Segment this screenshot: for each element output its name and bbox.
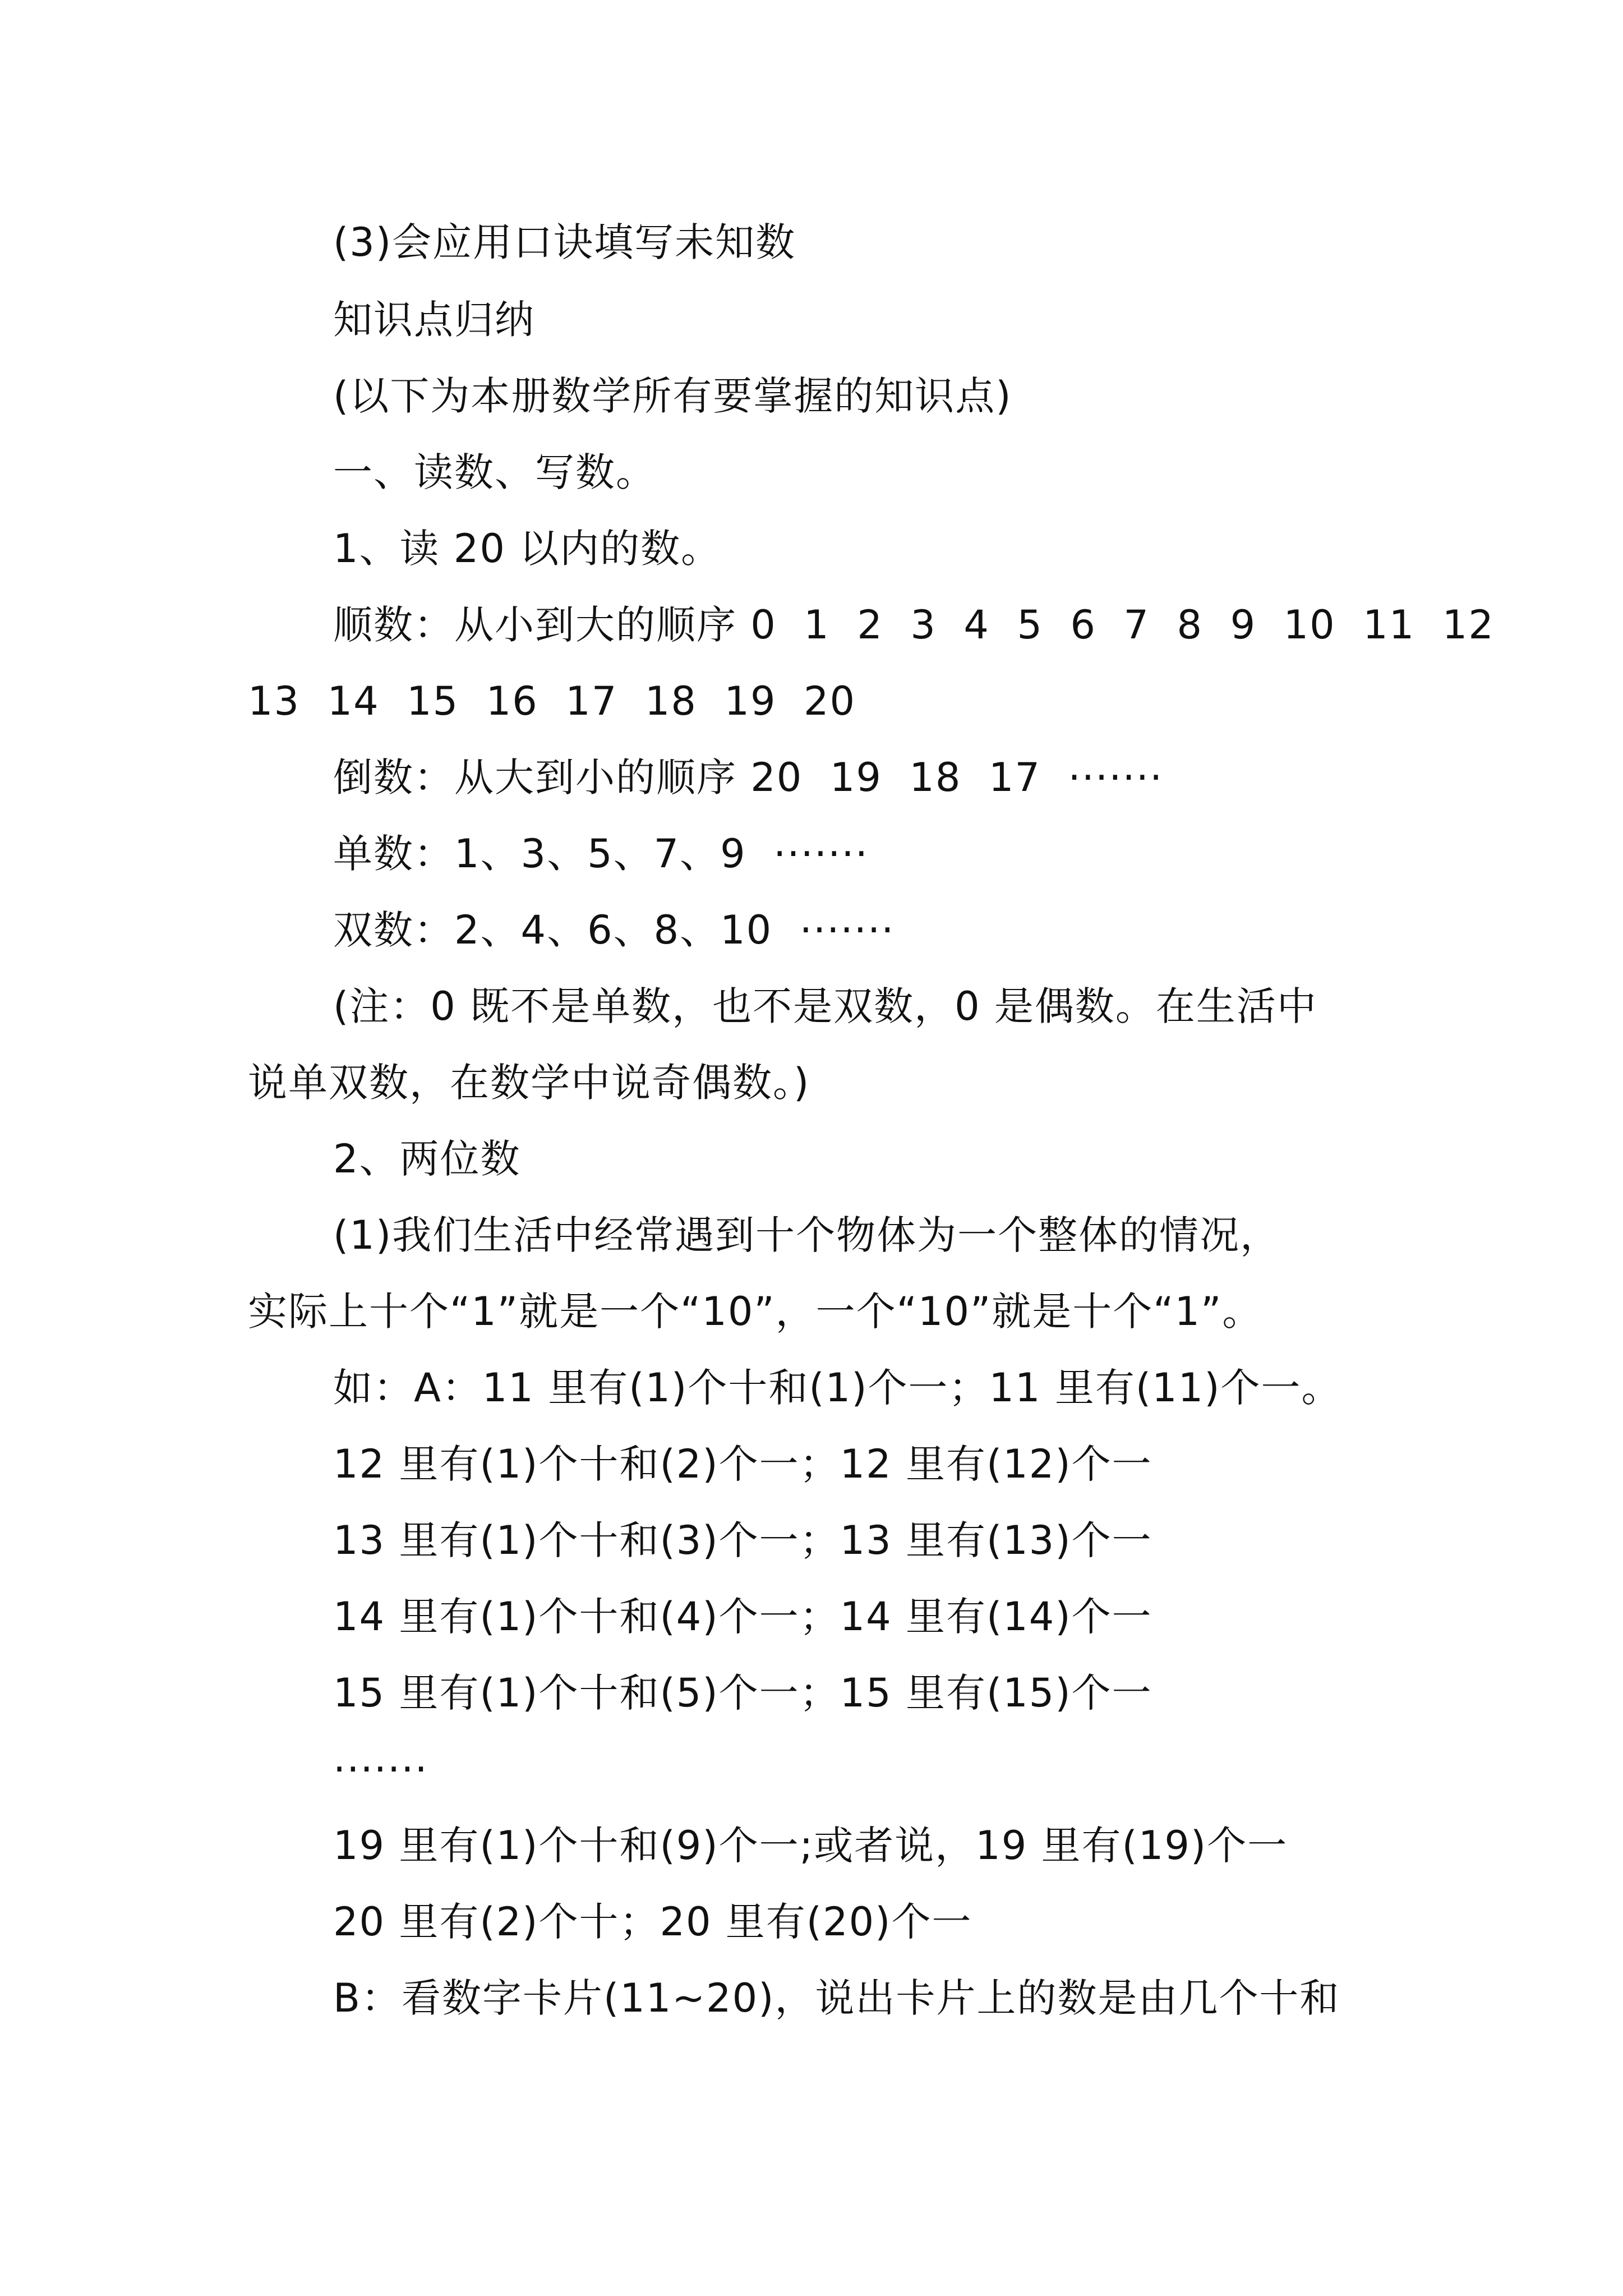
example-line: 13 里有(1)个十和(3)个一；13 里有(13)个一 — [333, 1517, 1152, 1563]
example-line: 如：A：11 里有(1)个十和(1)个一；11 里有(11)个一。 — [333, 1365, 1342, 1411]
note-line: (注：0 既不是单数，也不是双数，0 是偶数。在生活中 — [333, 983, 1317, 1029]
text-line: 倒数：从大到小的顺序 20 19 18 17 ······· — [333, 754, 1164, 800]
text-line: (1)我们生活中经常遇到十个物体为一个整体的情况， — [333, 1212, 1281, 1258]
text-line: (以下为本册数学所有要掌握的知识点) — [333, 373, 1012, 419]
example-line: 14 里有(1)个十和(4)个一；14 里有(14)个一 — [333, 1594, 1152, 1640]
section-heading: 知识点归纳 — [333, 297, 535, 343]
example-line: 19 里有(1)个十和(9)个一;或者说，19 里有(19)个一 — [333, 1823, 1288, 1869]
section-heading: 一、读数、写数。 — [333, 449, 656, 495]
text-line: 实际上十个“1”就是一个“10”，一个“10”就是十个“1”。 — [248, 1289, 1263, 1335]
subsection-heading: 1、读 20 以内的数。 — [333, 526, 722, 572]
text-line: 13 14 15 16 17 18 19 20 — [248, 678, 856, 724]
ellipsis-dots: ······· — [333, 1746, 428, 1792]
text-line: 双数：2、4、6、8、10 ······· — [333, 907, 895, 953]
note-line: 说单双数，在数学中说奇偶数。) — [248, 1060, 810, 1106]
text-line: (3)会应用口诀填写未知数 — [333, 219, 796, 265]
example-line: 20 里有(2)个十；20 里有(20)个一 — [333, 1899, 972, 1945]
subsection-heading: 2、两位数 — [333, 1136, 521, 1182]
example-line: B：看数字卡片(11~20)，说出卡片上的数是由几个十和 — [333, 1975, 1340, 2021]
text-line: 顺数：从小到大的顺序 0 1 2 3 4 5 6 7 8 9 10 11 12 — [333, 602, 1495, 648]
example-line: 15 里有(1)个十和(5)个一；15 里有(15)个一 — [333, 1670, 1152, 1716]
text-line: 单数：1、3、5、7、9 ······· — [333, 831, 869, 877]
example-line: 12 里有(1)个十和(2)个一；12 里有(12)个一 — [333, 1441, 1152, 1487]
